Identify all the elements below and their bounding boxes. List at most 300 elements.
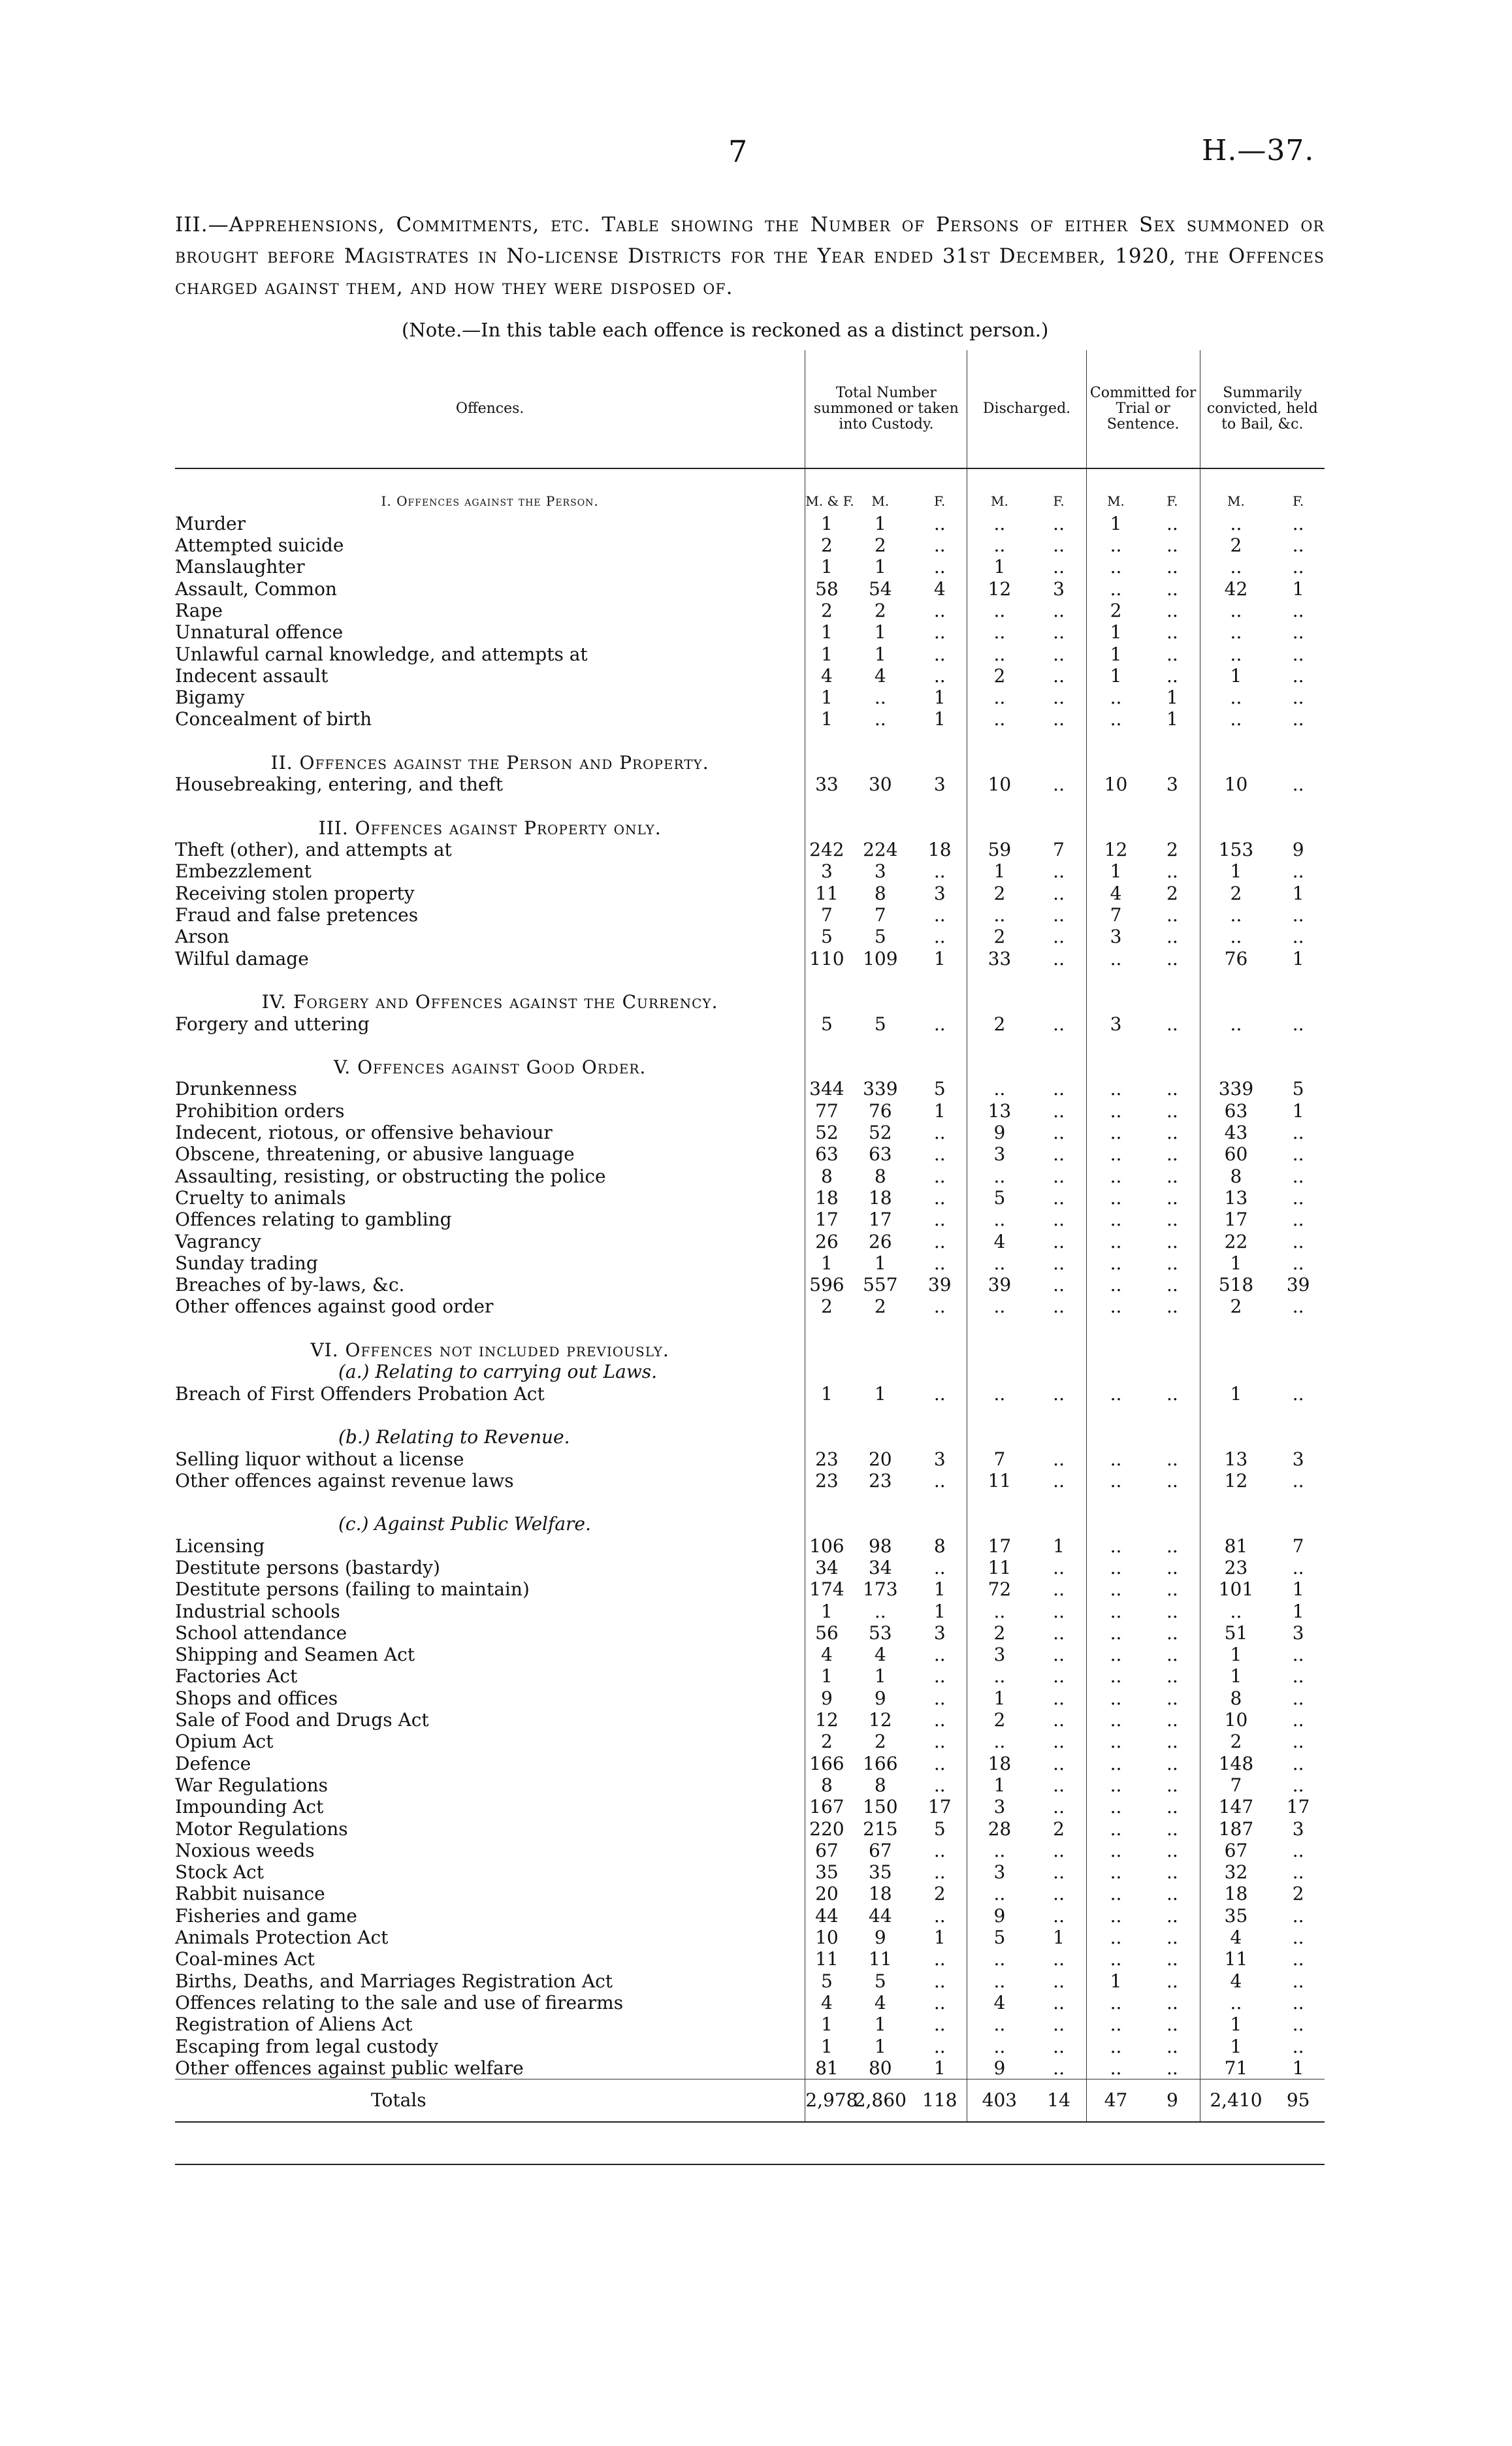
cell-col-3: 39 [927,1274,952,1296]
cell-col-9: 1 [1292,2057,1304,2079]
cell-col-1 [805,1056,848,1078]
cell-col-7: .. [1166,1970,1178,1992]
cell-col-4: 2 [967,883,1032,904]
cell-col-3: 5 [933,1078,946,1100]
cell-col-3: 3 [933,1622,946,1644]
cell-col-5: .. [1053,2035,1065,2057]
spacer-cell [848,1492,913,1513]
totals-row [175,2079,1325,2122]
cell-col-2: 5 [874,1970,886,1992]
cell-col-3: .. [933,2014,946,2036]
cell-col-3: .. [933,556,946,578]
cell-col-8 [1200,991,1272,1013]
cell-col-6: 7 [1086,904,1145,926]
cell-col-6: 2 [1086,600,1145,621]
cell-col-2: 1 [874,556,886,578]
cell-col-8: 8 [1200,1166,1272,1187]
cell-col-6: .. [1086,1209,1145,1230]
cell-col-7 [1145,752,1200,774]
spacer-cell [1086,1405,1145,1426]
cell-col-7: .. [1166,1122,1178,1144]
cell-col-2: 4 [874,664,886,687]
cell-col-7: .. [1166,1186,1178,1209]
cell-col-6: .. [1086,1709,1145,1731]
offence-label: Animals Protection Act [175,1927,389,1949]
cell-col-3: 1 [933,1600,946,1622]
cell-col-4: 59 [967,839,1032,860]
cell-col-3: .. [933,1839,946,1861]
offence-label: Selling liquor without a license [175,1448,464,1470]
table-row [175,1731,1325,1752]
cell-col-6: .. [1086,1883,1145,1904]
section-row [175,817,1325,839]
cell-col-9: .. [1292,1970,1304,1992]
cell-col-9: 1 [1292,947,1304,970]
cell-col-5: .. [1053,1100,1065,1122]
cell-col-8: .. [1200,621,1272,643]
cell-col-8: .. [1200,1013,1272,1034]
cell-col-2: 109 [863,947,898,970]
total-cell-col-1: 2,978 [805,2079,848,2122]
cell-col-7: .. [1166,1687,1178,1709]
cell-col-1: 5 [805,1970,848,1991]
cell-col-1: 18 [805,1187,848,1209]
spacer-cell [805,468,848,491]
spacer-cell [967,730,1032,752]
offence-label: Cruelty to animals [175,1186,346,1209]
cell-col-5: .. [1053,882,1065,904]
cell-col-7: .. [1166,1230,1178,1252]
cell-col-7: .. [1166,1165,1178,1187]
cell-col-6: .. [1086,1187,1145,1209]
spacer-cell [1031,468,1086,491]
cell-col-2 [848,817,913,839]
cell-col-1: 35 [805,1861,848,1883]
offence-label: Indecent, riotous, or offensive behaviour [175,1122,553,1144]
cell-col-4: 1 [967,860,1032,882]
offence-label: Breaches of by-laws, &c. [175,1274,405,1296]
cell-col-2: 54 [868,578,892,600]
cell-col-1: 1 [805,643,848,664]
cell-col-5: .. [1053,1122,1065,1144]
cell-col-2: 215 [863,1818,898,1840]
table-row [175,1296,1325,1317]
cell-col-3: .. [933,1296,946,1318]
cell-col-9: .. [1292,621,1304,644]
cell-col-6: .. [1086,1230,1145,1252]
cell-col-4: 72 [967,1578,1032,1600]
cell-col-9: 5 [1292,1078,1304,1100]
cell-col-4: 7 [967,1448,1032,1469]
offence-label: Murder [175,512,246,534]
cell-col-3: .. [933,1252,946,1274]
cell-col-1: 67 [805,1840,848,1861]
cell-col-5: .. [1053,1078,1065,1100]
cell-col-9: .. [1292,1644,1304,1666]
table-row [175,1688,1325,1709]
cell-col-5 [1031,817,1086,839]
table-row [175,643,1325,664]
table-row [175,1230,1325,1252]
cell-col-1: 1 [805,513,848,534]
cell-col-2: 30 [868,774,892,796]
offence-label: Impounding Act [175,1796,324,1818]
cell-col-2: .. [874,708,886,730]
spacer-cell [175,970,805,991]
offence-label: Theft (other), and attempts at [175,839,452,861]
cell-col-1: 63 [805,1143,848,1165]
spacer-cell [848,468,913,491]
cell-col-9: .. [1292,1991,1304,2014]
cell-col-7 [1145,1513,1200,1535]
cell-col-5: .. [1053,708,1065,730]
offence-label: Receiving stolen property [175,882,415,904]
table-header-row [175,350,1325,468]
cell-col-6 [1086,1426,1145,1448]
table-row [175,926,1325,947]
table-row [175,1796,1325,1818]
cell-col-2: 76 [868,1100,892,1122]
cell-col-7: .. [1166,1600,1178,1622]
cell-col-9: .. [1292,774,1304,796]
cell-col-2: 9 [874,1687,886,1709]
cell-col-7: .. [1166,1904,1178,1927]
cell-col-1 [805,817,848,839]
cell-col-8: .. [1200,600,1272,621]
cell-col-1: 52 [805,1122,848,1143]
cell-col-6: .. [1086,1535,1145,1557]
cell-col-4: 17 [967,1535,1032,1557]
totals-label: Totals [175,2079,805,2122]
table-row [175,1166,1325,1187]
cell-col-2: 1 [874,1382,886,1405]
cell-col-7: .. [1166,1991,1178,2014]
total-cell-col-3: 118 [912,2079,967,2122]
cell-col-3: 1 [933,1100,946,1122]
cell-col-8 [1200,1513,1272,1535]
cell-col-8: 2 [1200,883,1272,904]
cell-col-7: .. [1166,2014,1178,2036]
cell-col-6: 1 [1086,621,1145,643]
spacer-cell [1272,468,1325,491]
spacer-cell [175,1492,805,1513]
cell-col-2: 3 [874,860,886,883]
cell-col-2: 35 [868,1861,892,1883]
offence-label: Fraud and false pretences [175,904,419,926]
cell-col-9: .. [1292,687,1304,709]
spacer-cell [1031,1318,1086,1339]
cell-col-5: .. [1053,947,1065,970]
cell-col-7: 3 [1166,774,1178,796]
table-row [175,1013,1325,1034]
table-row [175,1078,1325,1100]
cell-col-8: 2 [1200,1731,1272,1752]
spacer-row [175,1318,1325,1339]
cell-col-9: 1 [1292,578,1304,600]
cell-col-4: .. [967,1970,1032,1991]
cell-col-5: .. [1053,1448,1065,1470]
cell-col-8: 60 [1200,1143,1272,1165]
spacer-cell [912,468,967,491]
table-row [175,1861,1325,1883]
spacer-cell [967,1492,1032,1513]
cell-col-6: .. [1086,1992,1145,2014]
table-row [175,948,1325,970]
cell-col-1: 1 [805,2014,848,2035]
cell-col-8: 1 [1200,1644,1272,1665]
cell-col-4: 3 [967,1143,1032,1165]
cell-col-2: 17 [868,1209,892,1231]
cell-col-9: .. [1292,1013,1304,1035]
spacer-row [175,1035,1325,1056]
cell-col-2: 8 [874,1774,886,1796]
spacer-cell [1200,1318,1272,1339]
cell-col-8: 32 [1200,1861,1272,1883]
spacer-cell [1200,1405,1272,1426]
cell-col-8 [1200,817,1272,839]
cell-col-7: .. [1166,621,1178,644]
cell-col-2: 26 [868,1230,892,1252]
offence-label: Shipping and Seamen Act [175,1644,415,1666]
spacer-cell [1031,1035,1086,1056]
offence-label: Factories Act [175,1665,298,1688]
cell-col-6: .. [1086,1861,1145,1883]
spacer-cell [848,730,913,752]
cell-col-6: .. [1086,1644,1145,1665]
table-row [175,860,1325,882]
cell-col-9 [1272,1513,1325,1535]
cell-col-9: 17 [1286,1796,1310,1818]
cell-col-7: .. [1166,512,1178,534]
cell-col-9: .. [1292,1861,1304,1883]
cell-col-4: .. [967,1252,1032,1274]
cell-col-8: .. [1200,513,1272,534]
cell-col-2: 1 [874,2014,886,2036]
offence-label: Escaping from legal custody [175,2035,438,2057]
table-row [175,578,1325,599]
cell-col-7: F. [1166,493,1178,510]
cell-col-3: 3 [933,774,946,796]
spacer-cell [175,1035,805,1056]
cell-col-5 [1031,1056,1086,1078]
cell-col-4: .. [967,1665,1032,1687]
cell-col-9: .. [1292,1252,1304,1274]
spacer-cell [1086,970,1145,991]
cell-col-1: 8 [805,1166,848,1187]
cell-col-6: .. [1086,1753,1145,1774]
spacer-cell [175,1318,805,1339]
cell-col-2: 166 [863,1752,898,1774]
cell-col-1: 44 [805,1905,848,1927]
cell-col-6: .. [1086,1470,1145,1492]
cell-col-5: .. [1053,534,1065,557]
cell-col-4: .. [967,1840,1032,1861]
cell-col-3: 1 [933,708,946,730]
section-row [175,491,1325,512]
cell-col-5: .. [1053,1556,1065,1578]
offence-label: Motor Regulations [175,1818,348,1840]
cell-col-3: .. [933,926,946,948]
spacer-cell [1031,795,1086,817]
table-row [175,1818,1325,1839]
cell-col-3: .. [933,512,946,534]
spacer-cell [1272,1405,1325,1426]
table-row [175,1274,1325,1296]
cell-col-5: .. [1053,926,1065,948]
cell-col-2 [848,1339,913,1361]
cell-col-6: .. [1086,1796,1145,1818]
cell-col-3: .. [933,621,946,644]
cell-col-3 [912,1361,967,1382]
cell-col-8: M. [1200,491,1272,512]
cell-col-8: .. [1200,556,1272,578]
offence-label: Other offences against revenue laws [175,1469,514,1492]
cell-col-7: .. [1166,1143,1178,1166]
cell-col-4 [967,752,1032,774]
cell-col-4: 1 [967,1774,1032,1796]
offence-label: Bigamy [175,687,245,709]
cell-col-2: M. [871,493,890,510]
cell-col-7: .. [1166,1948,1178,1970]
cell-col-4: .. [967,687,1032,708]
cell-col-2: 8 [874,1165,886,1187]
cell-col-3: .. [933,664,946,687]
offence-label: Unnatural offence [175,621,344,644]
cell-col-1: 56 [805,1622,848,1644]
cell-col-5: .. [1053,774,1065,796]
cell-col-8: .. [1200,687,1272,708]
cell-col-7: .. [1166,1839,1178,1861]
cell-col-2: 1 [874,643,886,665]
spacer-cell [912,730,967,752]
cell-col-3: 18 [927,839,952,861]
cell-col-7: .. [1166,1731,1178,1753]
cell-col-4: .. [967,534,1032,556]
cell-col-9: .. [1292,1665,1304,1688]
cell-col-7: .. [1166,578,1178,600]
cell-col-6: 1 [1086,860,1145,882]
cell-col-9: .. [1292,1143,1304,1166]
cell-col-4: .. [967,1948,1032,1970]
cell-col-5: .. [1053,1600,1065,1622]
cell-col-7: .. [1166,1296,1178,1318]
cell-col-3: .. [933,1904,946,1927]
cell-col-9: .. [1292,664,1304,687]
cell-col-1: 10 [805,1927,848,1948]
spacer-cell [1200,1492,1272,1513]
cell-col-2: 2 [874,1731,886,1753]
cell-col-2: 150 [863,1796,898,1818]
offence-label: Sale of Food and Drugs Act [175,1709,429,1731]
cell-col-8: 63 [1200,1100,1272,1122]
cell-col-6: .. [1086,1600,1145,1622]
cell-col-8: .. [1200,904,1272,926]
spacer-cell [1086,1318,1145,1339]
table-row [175,534,1325,556]
cell-col-5 [1031,752,1086,774]
offence-label: Destitute persons (failing to maintain) [175,1578,530,1601]
table-row [175,1622,1325,1644]
spacer-cell [848,1405,913,1426]
cell-col-9: .. [1292,534,1304,557]
cell-col-6: .. [1086,1774,1145,1796]
cell-col-4: .. [967,621,1032,643]
cell-col-4: 5 [967,1927,1032,1948]
cell-col-4: .. [967,708,1032,730]
cell-col-5: .. [1053,643,1065,665]
cell-col-7: .. [1166,1796,1178,1818]
cell-col-9: .. [1292,1927,1304,1949]
cell-col-2: 67 [868,1839,892,1861]
cell-col-7 [1145,991,1200,1013]
cell-col-7: .. [1166,1013,1178,1035]
cell-col-8: .. [1200,1600,1272,1622]
cell-col-8: 76 [1200,948,1272,970]
offence-label: Manslaughter [175,556,305,578]
spacer-cell [1086,1492,1145,1513]
cell-col-4: .. [967,2035,1032,2057]
cell-col-6 [1086,1056,1145,1078]
cell-col-5: .. [1053,1774,1065,1796]
cell-col-8: 1 [1200,1252,1272,1274]
table-note: (Note.—In this table each offence is reckoned as a distinct person.) [402,319,1049,341]
cell-col-5: .. [1053,1186,1065,1209]
cell-col-9 [1272,1056,1325,1078]
cell-col-5: .. [1053,1622,1065,1644]
table-row [175,1600,1325,1622]
cell-col-9: .. [1292,904,1304,926]
cell-col-9: .. [1292,2035,1304,2057]
cell-col-9: .. [1292,1556,1304,1578]
table-row [175,1100,1325,1122]
header-discharged: Discharged. [967,350,1086,468]
cell-col-8: 67 [1200,1840,1272,1861]
cell-col-7: .. [1166,1578,1178,1601]
subsection-title: (a.) Relating to carrying out Laws. [338,1361,658,1383]
spacer-cell [175,795,805,817]
cell-col-5: .. [1053,1970,1065,1992]
cell-col-4: .. [967,1883,1032,1904]
cell-col-8: 22 [1200,1230,1272,1252]
cell-col-6 [1086,1361,1145,1382]
cell-col-1: 1 [805,556,848,578]
spacer-cell [1031,730,1086,752]
offence-label: Other offences against good order [175,1296,494,1318]
table-row [175,1470,1325,1492]
table-row [175,1252,1325,1274]
cell-col-7: .. [1166,1100,1178,1122]
cell-col-5: .. [1053,1252,1065,1274]
table-row [175,1774,1325,1796]
cell-col-5: .. [1053,664,1065,687]
cell-col-5: .. [1053,1861,1065,1883]
cell-col-5: .. [1053,860,1065,883]
cell-col-6: .. [1086,534,1145,556]
cell-col-3: .. [933,2035,946,2057]
table-row [175,904,1325,926]
cell-col-2 [848,1056,913,1078]
cell-col-8: 13 [1200,1187,1272,1209]
cell-col-2: 8 [874,882,886,904]
cell-col-7: .. [1166,1774,1178,1796]
offence-label: Offences relating to the sale and use of firearms [175,1991,624,2014]
cell-col-9: .. [1292,1296,1304,1318]
cell-col-3: .. [933,1731,946,1753]
cell-col-2: 557 [863,1274,898,1296]
cell-col-9: .. [1292,926,1304,948]
cell-col-2: 5 [874,926,886,948]
cell-col-6: .. [1086,687,1145,708]
